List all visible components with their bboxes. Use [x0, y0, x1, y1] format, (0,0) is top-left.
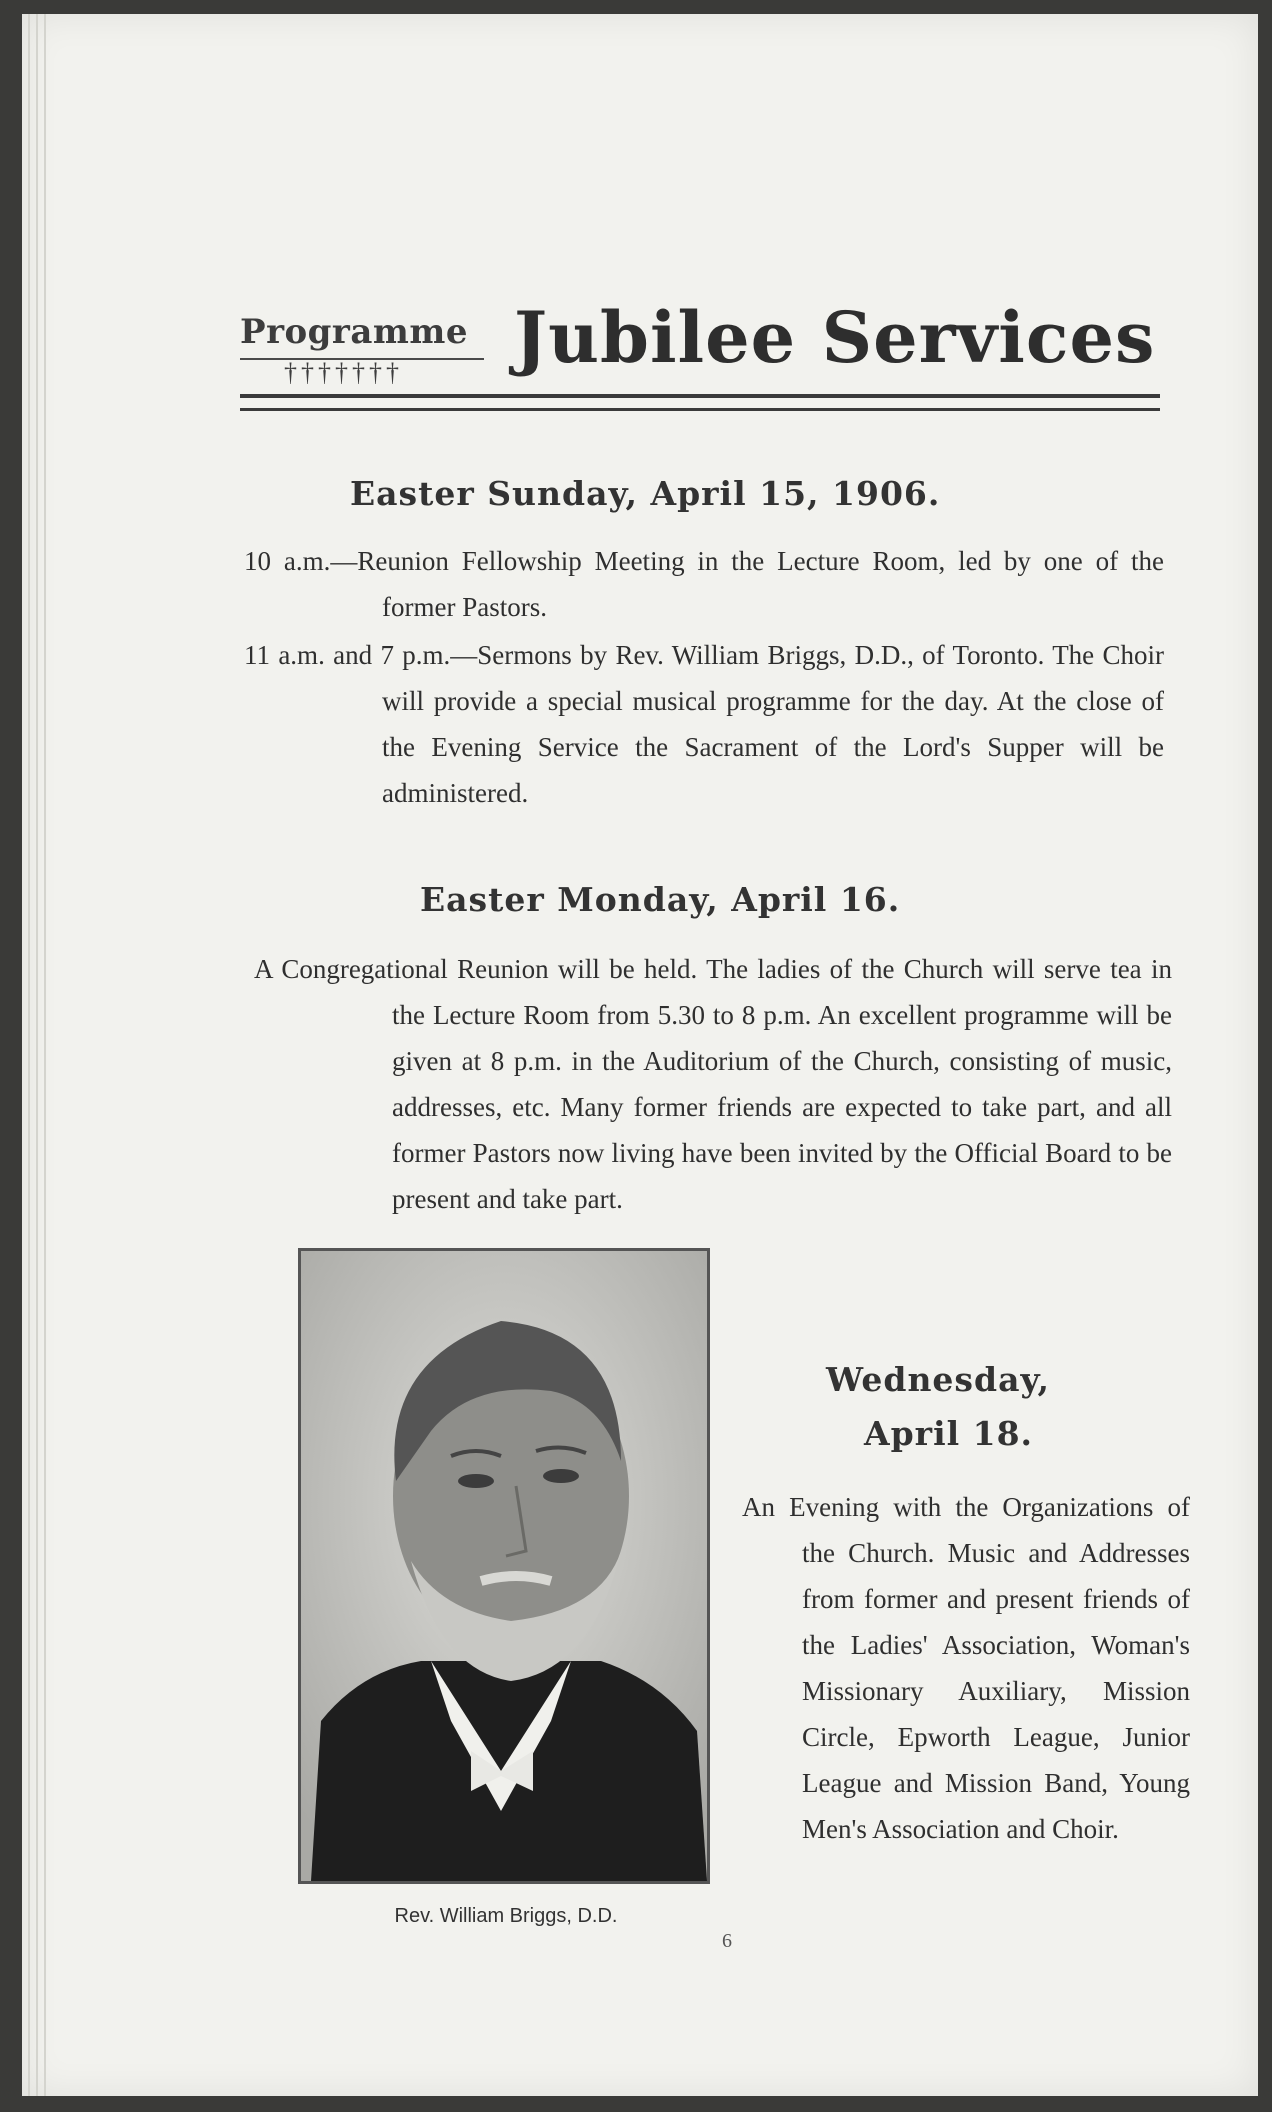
section-heading-easter-monday: Easter Monday, April 16.	[420, 880, 901, 919]
entry-text: A Congregational Reunion will be held. The ladies of the Church will serve tea in the Lecture Room from 5.30 to 8 p.m. An excellent programme will be given at 8 p.m. in the Auditorium of the Church, consisting of music, addresses, etc. Many former friends are expected to take part, and all former Pastors now living have been invited by the Official Board to be present and take part.	[254, 954, 1172, 1214]
section-heading-wednesday-line1: Wednesday,	[826, 1360, 1050, 1399]
header-rule-bottom	[240, 408, 1160, 411]
entry-text: An Evening with the Organizations of the Church. Music and Addresses from former and present friends of the Ladies' Association, Woman's Missionary Auxiliary, Mission Circle, Epworth League, Junior League and Mission Band, Young Men's Association and Choir.	[742, 1492, 1190, 1844]
photo-caption: Rev. William Briggs, D.D.	[394, 1905, 618, 1927]
page-header	[218, 296, 1160, 436]
entry-text: 11 a.m. and 7 p.m.—Sermons by Rev. William Briggs, D.D., of Toronto. The Choir will provide a special musical programme for the day. At the close of the Evening Service the Sacrament of the Lord's Supper will be administered.	[244, 640, 1164, 808]
entry-congregational-reunion	[254, 946, 1172, 1222]
page-title: Jubilee Services	[514, 296, 1156, 379]
entry-11am-7pm	[244, 632, 1164, 816]
portrait-photo	[298, 1248, 710, 1884]
section-heading-wednesday-line2: April 18.	[864, 1414, 1034, 1453]
entry-organizations-evening	[742, 1484, 1190, 1852]
section-heading-easter-sunday: Easter Sunday, April 15, 1906.	[350, 474, 941, 513]
entry-10am	[244, 538, 1164, 630]
entry-text: 10 a.m.—Reunion Fellowship Meeting in the Lecture Room, led by one of the former Pastors.	[244, 546, 1164, 622]
page-edge	[36, 14, 38, 2096]
page-number: 6	[722, 1930, 732, 1952]
programme-label: Programme	[240, 312, 468, 352]
page-edge	[44, 14, 46, 2096]
portrait-illustration	[301, 1251, 707, 1881]
page-edge	[28, 14, 30, 2096]
header-rule-top	[240, 394, 1160, 398]
cross-ornament: †††††††	[284, 358, 403, 387]
